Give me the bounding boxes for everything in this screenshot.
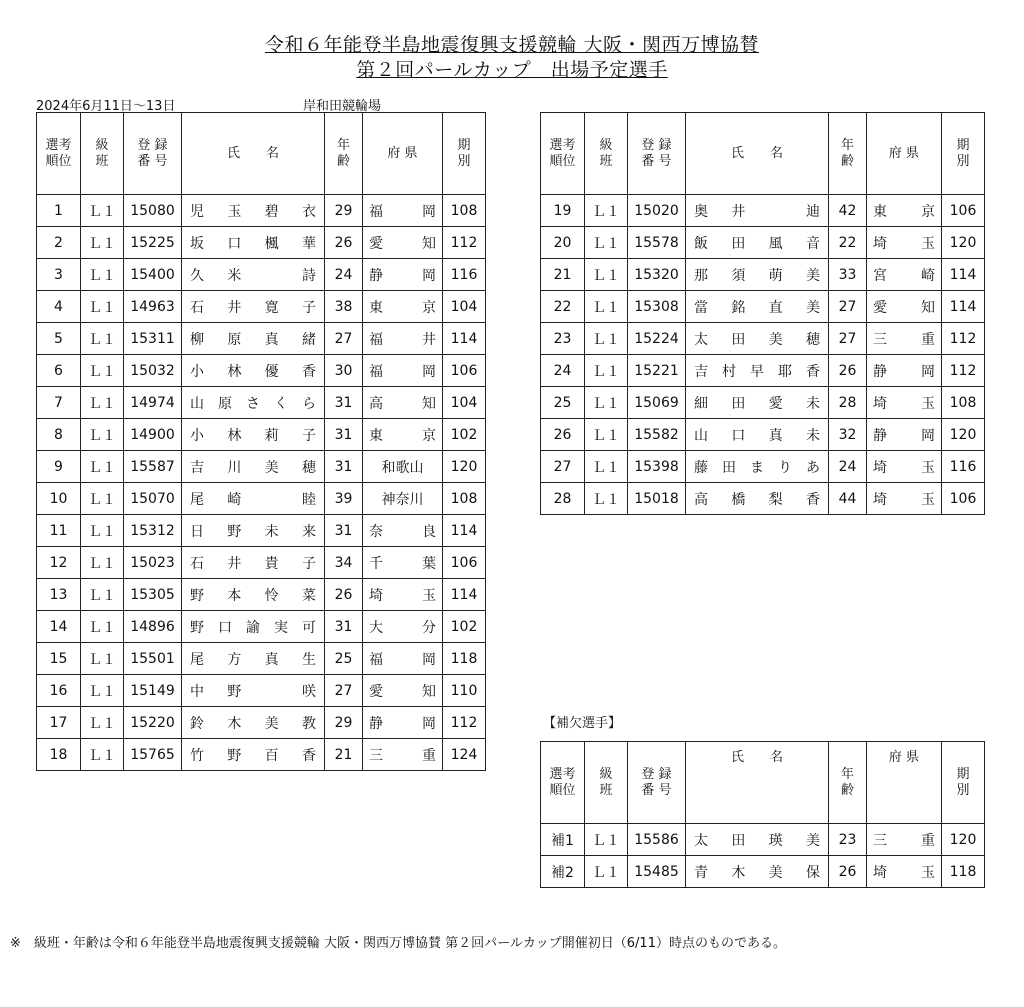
title-line-1: 令和６年能登半島地震復興支援競輪 大阪・関西万博協賛: [264, 34, 760, 56]
cell-reg: 15765: [124, 739, 182, 771]
cell-class: Ｌ１: [585, 291, 628, 323]
cell-pref: 埼玉: [867, 227, 942, 259]
cell-pref: 和歌山: [363, 451, 443, 483]
cell-name: 尾方真生: [182, 643, 325, 675]
header-term: 期 別: [443, 113, 486, 195]
header-age: 年 齢: [829, 113, 867, 195]
table-row: [541, 451, 985, 483]
cell-name: 藤田まりあ: [686, 451, 829, 483]
cell-pref: 静岡: [363, 707, 443, 739]
header-reg: 登 録 番 号: [124, 113, 182, 195]
cell-term: 116: [443, 259, 486, 291]
cell-age: 31: [325, 419, 363, 451]
cell-rank: 22: [541, 291, 585, 323]
cell-age: 26: [325, 579, 363, 611]
cell-rank: 21: [541, 259, 585, 291]
cell-age: 26: [829, 856, 867, 888]
table-row: [37, 291, 486, 323]
cell-age: 30: [325, 355, 363, 387]
cell-pref: 東京: [363, 419, 443, 451]
cell-age: 39: [325, 483, 363, 515]
cell-term: 120: [942, 419, 985, 451]
cell-term: 112: [942, 355, 985, 387]
cell-age: 29: [325, 707, 363, 739]
header-age: 年 齢: [325, 113, 363, 195]
table-row: [541, 483, 985, 515]
cell-name: 當銘直美: [686, 291, 829, 323]
cell-class: Ｌ１: [81, 579, 124, 611]
header-class: 級 班: [585, 113, 628, 195]
cell-pref: 埼玉: [867, 387, 942, 419]
cell-class: Ｌ１: [81, 643, 124, 675]
cell-name: 太田美穂: [686, 323, 829, 355]
header-name: 氏 名: [686, 742, 829, 824]
cell-class: Ｌ１: [81, 675, 124, 707]
table-row: [37, 387, 486, 419]
cell-class: Ｌ１: [585, 483, 628, 515]
cell-name: 日野未来: [182, 515, 325, 547]
cell-rank: 12: [37, 547, 81, 579]
cell-pref: 愛知: [363, 675, 443, 707]
cell-rank: 補1: [541, 824, 585, 856]
table-row: [541, 227, 985, 259]
cell-term: 106: [443, 355, 486, 387]
cell-rank: 1: [37, 195, 81, 227]
table-row: [37, 259, 486, 291]
cell-reg: 15320: [628, 259, 686, 291]
cell-class: Ｌ１: [585, 419, 628, 451]
cell-name: 鈴木美教: [182, 707, 325, 739]
cell-reg: 15080: [124, 195, 182, 227]
cell-name: 小林莉子: [182, 419, 325, 451]
cell-name: 柳原真緒: [182, 323, 325, 355]
cell-term: 108: [443, 195, 486, 227]
roster-table-right: [540, 112, 985, 515]
reserve-label: 【補欠選手】: [543, 716, 622, 731]
cell-pref: 福岡: [363, 195, 443, 227]
cell-class: Ｌ１: [81, 259, 124, 291]
cell-pref: 埼玉: [363, 579, 443, 611]
cell-name: 細田愛未: [686, 387, 829, 419]
cell-class: Ｌ１: [81, 451, 124, 483]
cell-term: 114: [443, 323, 486, 355]
cell-term: 112: [443, 707, 486, 739]
cell-rank: 4: [37, 291, 81, 323]
header-age: 年 齢: [829, 742, 867, 824]
table-row: [37, 611, 486, 643]
cell-pref: 三重: [363, 739, 443, 771]
cell-term: 108: [942, 387, 985, 419]
cell-class: Ｌ１: [81, 739, 124, 771]
cell-age: 31: [325, 387, 363, 419]
cell-reg: 15069: [628, 387, 686, 419]
header-term: 期 別: [942, 742, 985, 824]
cell-class: Ｌ１: [585, 387, 628, 419]
cell-name: 吉村早耶香: [686, 355, 829, 387]
cell-name: 奥井 迪: [686, 195, 829, 227]
cell-reg: 15501: [124, 643, 182, 675]
cell-age: 42: [829, 195, 867, 227]
cell-age: 29: [325, 195, 363, 227]
table-row: [541, 419, 985, 451]
cell-age: 27: [829, 323, 867, 355]
cell-reg: 14896: [124, 611, 182, 643]
cell-reg: 15070: [124, 483, 182, 515]
cell-class: Ｌ１: [585, 824, 628, 856]
cell-term: 102: [443, 611, 486, 643]
cell-class: Ｌ１: [81, 323, 124, 355]
cell-class: Ｌ１: [81, 483, 124, 515]
cell-class: Ｌ１: [81, 611, 124, 643]
header-pref: 府 県: [867, 113, 942, 195]
cell-reg: 15020: [628, 195, 686, 227]
cell-pref: 福岡: [363, 643, 443, 675]
cell-name: 野本怜菜: [182, 579, 325, 611]
cell-reg: 15582: [628, 419, 686, 451]
cell-pref: 福井: [363, 323, 443, 355]
cell-term: 120: [942, 227, 985, 259]
header-pref: 府 県: [867, 742, 942, 824]
table-row: [541, 195, 985, 227]
cell-name: 野口諭実可: [182, 611, 325, 643]
table-row: [541, 824, 985, 856]
cell-reg: 15032: [124, 355, 182, 387]
cell-pref: 愛知: [867, 291, 942, 323]
cell-age: 27: [325, 323, 363, 355]
reserve-table: [540, 741, 985, 888]
cell-pref: 埼玉: [867, 451, 942, 483]
cell-age: 25: [325, 643, 363, 675]
cell-rank: 6: [37, 355, 81, 387]
cell-rank: 26: [541, 419, 585, 451]
cell-pref: 宮崎: [867, 259, 942, 291]
cell-age: 26: [829, 355, 867, 387]
cell-reg: 15311: [124, 323, 182, 355]
cell-term: 114: [942, 291, 985, 323]
cell-name: 石井貴子: [182, 547, 325, 579]
cell-reg: 14900: [124, 419, 182, 451]
cell-rank: 23: [541, 323, 585, 355]
cell-class: Ｌ１: [81, 195, 124, 227]
title-line-2: 第２回パールカップ 出場予定選手: [356, 59, 668, 81]
cell-term: 104: [443, 291, 486, 323]
cell-rank: 2: [37, 227, 81, 259]
header-name: 氏 名: [182, 113, 325, 195]
cell-reg: 14963: [124, 291, 182, 323]
cell-term: 120: [443, 451, 486, 483]
table-row: [541, 856, 985, 888]
table-row: [37, 579, 486, 611]
table-row: [37, 675, 486, 707]
cell-pref: 静岡: [867, 355, 942, 387]
event-date: 2024年6月11日～13日: [36, 99, 176, 114]
cell-class: Ｌ１: [81, 227, 124, 259]
cell-term: 106: [942, 483, 985, 515]
cell-rank: 9: [37, 451, 81, 483]
cell-name: 坂口楓華: [182, 227, 325, 259]
table-row: [37, 355, 486, 387]
table-row: [37, 323, 486, 355]
cell-rank: 14: [37, 611, 81, 643]
cell-age: 27: [325, 675, 363, 707]
cell-name: 小林優香: [182, 355, 325, 387]
cell-age: 22: [829, 227, 867, 259]
header-reg: 登 録 番 号: [628, 742, 686, 824]
cell-rank: 3: [37, 259, 81, 291]
cell-pref: 埼玉: [867, 856, 942, 888]
cell-rank: 19: [541, 195, 585, 227]
cell-reg: 15312: [124, 515, 182, 547]
cell-rank: 16: [37, 675, 81, 707]
cell-class: Ｌ１: [81, 547, 124, 579]
cell-class: Ｌ１: [81, 515, 124, 547]
cell-reg: 15400: [124, 259, 182, 291]
cell-reg: 15587: [124, 451, 182, 483]
cell-reg: 15224: [628, 323, 686, 355]
cell-class: Ｌ１: [585, 259, 628, 291]
cell-term: 110: [443, 675, 486, 707]
cell-reg: 15220: [124, 707, 182, 739]
cell-rank: 10: [37, 483, 81, 515]
cell-class: Ｌ１: [585, 451, 628, 483]
cell-term: 104: [443, 387, 486, 419]
table-row: [541, 387, 985, 419]
cell-age: 34: [325, 547, 363, 579]
header-reg: 登 録 番 号: [628, 113, 686, 195]
cell-reg: 14974: [124, 387, 182, 419]
cell-reg: 15018: [628, 483, 686, 515]
cell-term: 106: [443, 547, 486, 579]
cell-age: 28: [829, 387, 867, 419]
cell-class: Ｌ１: [585, 856, 628, 888]
cell-name: 高橋梨香: [686, 483, 829, 515]
cell-rank: 28: [541, 483, 585, 515]
cell-name: 竹野百香: [182, 739, 325, 771]
cell-age: 24: [325, 259, 363, 291]
header-class: 級 班: [81, 113, 124, 195]
cell-pref: 千葉: [363, 547, 443, 579]
cell-rank: 11: [37, 515, 81, 547]
cell-age: 31: [325, 611, 363, 643]
cell-reg: 15305: [124, 579, 182, 611]
cell-name: 中野 咲: [182, 675, 325, 707]
cell-term: 118: [942, 856, 985, 888]
table-row: [37, 227, 486, 259]
cell-class: Ｌ１: [81, 355, 124, 387]
cell-age: 32: [829, 419, 867, 451]
cell-class: Ｌ１: [585, 355, 628, 387]
cell-rank: 7: [37, 387, 81, 419]
cell-reg: 15149: [124, 675, 182, 707]
table-row: [37, 419, 486, 451]
cell-age: 24: [829, 451, 867, 483]
cell-rank: 27: [541, 451, 585, 483]
cell-class: Ｌ１: [81, 419, 124, 451]
cell-pref: 静岡: [363, 259, 443, 291]
cell-term: 114: [942, 259, 985, 291]
cell-age: 26: [325, 227, 363, 259]
table-row: [37, 451, 486, 483]
cell-term: 118: [443, 643, 486, 675]
cell-class: Ｌ１: [585, 195, 628, 227]
cell-age: 27: [829, 291, 867, 323]
table-row: [37, 739, 486, 771]
header-class: 級 班: [585, 742, 628, 824]
cell-pref: 三重: [867, 824, 942, 856]
cell-name: 石井寛子: [182, 291, 325, 323]
cell-reg: 15023: [124, 547, 182, 579]
cell-name: 太田瑛美: [686, 824, 829, 856]
cell-age: 23: [829, 824, 867, 856]
cell-pref: 大分: [363, 611, 443, 643]
header-pref: 府 県: [363, 113, 443, 195]
cell-term: 102: [443, 419, 486, 451]
cell-name: 久米 詩: [182, 259, 325, 291]
cell-reg: 15308: [628, 291, 686, 323]
cell-term: 114: [443, 579, 486, 611]
cell-class: Ｌ１: [81, 707, 124, 739]
cell-rank: 24: [541, 355, 585, 387]
cell-rank: 17: [37, 707, 81, 739]
cell-class: Ｌ１: [585, 227, 628, 259]
cell-rank: 25: [541, 387, 585, 419]
table-row: [541, 323, 985, 355]
cell-rank: 18: [37, 739, 81, 771]
header-rank: 選考 順位: [541, 113, 585, 195]
cell-name: 山口真未: [686, 419, 829, 451]
cell-age: 44: [829, 483, 867, 515]
table-row: [37, 195, 486, 227]
table-row: [37, 547, 486, 579]
cell-name: 吉川美穂: [182, 451, 325, 483]
header-term: 期 別: [942, 113, 985, 195]
table-row: [541, 259, 985, 291]
cell-term: 116: [942, 451, 985, 483]
header-rank: 選考 順位: [37, 113, 81, 195]
cell-name: 児玉碧衣: [182, 195, 325, 227]
roster-table-left: [36, 112, 486, 771]
cell-age: 33: [829, 259, 867, 291]
cell-pref: 高知: [363, 387, 443, 419]
cell-term: 106: [942, 195, 985, 227]
cell-rank: 8: [37, 419, 81, 451]
cell-reg: 15485: [628, 856, 686, 888]
cell-term: 108: [443, 483, 486, 515]
table-row: [37, 515, 486, 547]
cell-reg: 15586: [628, 824, 686, 856]
cell-age: 21: [325, 739, 363, 771]
cell-term: 112: [942, 323, 985, 355]
cell-rank: 20: [541, 227, 585, 259]
header-name: 氏 名: [686, 113, 829, 195]
cell-pref: 神奈川: [363, 483, 443, 515]
cell-pref: 三重: [867, 323, 942, 355]
cell-term: 112: [443, 227, 486, 259]
cell-pref: 東京: [363, 291, 443, 323]
cell-reg: 15221: [628, 355, 686, 387]
cell-pref: 奈良: [363, 515, 443, 547]
cell-term: 120: [942, 824, 985, 856]
cell-rank: 13: [37, 579, 81, 611]
cell-class: Ｌ１: [585, 323, 628, 355]
table-row: [37, 483, 486, 515]
table-row: [541, 291, 985, 323]
table-row: [37, 643, 486, 675]
cell-reg: 15398: [628, 451, 686, 483]
cell-pref: 東京: [867, 195, 942, 227]
cell-term: 114: [443, 515, 486, 547]
cell-class: Ｌ１: [81, 291, 124, 323]
table-row: [37, 707, 486, 739]
cell-pref: 福岡: [363, 355, 443, 387]
table-row: [541, 355, 985, 387]
cell-pref: 静岡: [867, 419, 942, 451]
cell-age: 31: [325, 451, 363, 483]
venue-name: 岸和田競輪場: [303, 99, 382, 114]
cell-name: 青木美保: [686, 856, 829, 888]
cell-rank: 補2: [541, 856, 585, 888]
cell-reg: 15578: [628, 227, 686, 259]
cell-class: Ｌ１: [81, 387, 124, 419]
footnote: ※ 級班・年齢は令和６年能登半島地震復興支援競輪 大阪・関西万博協賛 第２回パールカップ開催初日（6/11）時点のものである。: [10, 936, 786, 951]
cell-name: 尾崎 睦: [182, 483, 325, 515]
cell-name: 那須萌美: [686, 259, 829, 291]
cell-pref: 愛知: [363, 227, 443, 259]
cell-pref: 埼玉: [867, 483, 942, 515]
cell-rank: 15: [37, 643, 81, 675]
cell-name: 山原さくら: [182, 387, 325, 419]
cell-term: 124: [443, 739, 486, 771]
cell-reg: 15225: [124, 227, 182, 259]
cell-age: 31: [325, 515, 363, 547]
header-rank: 選考 順位: [541, 742, 585, 824]
cell-age: 38: [325, 291, 363, 323]
cell-rank: 5: [37, 323, 81, 355]
cell-name: 飯田風音: [686, 227, 829, 259]
